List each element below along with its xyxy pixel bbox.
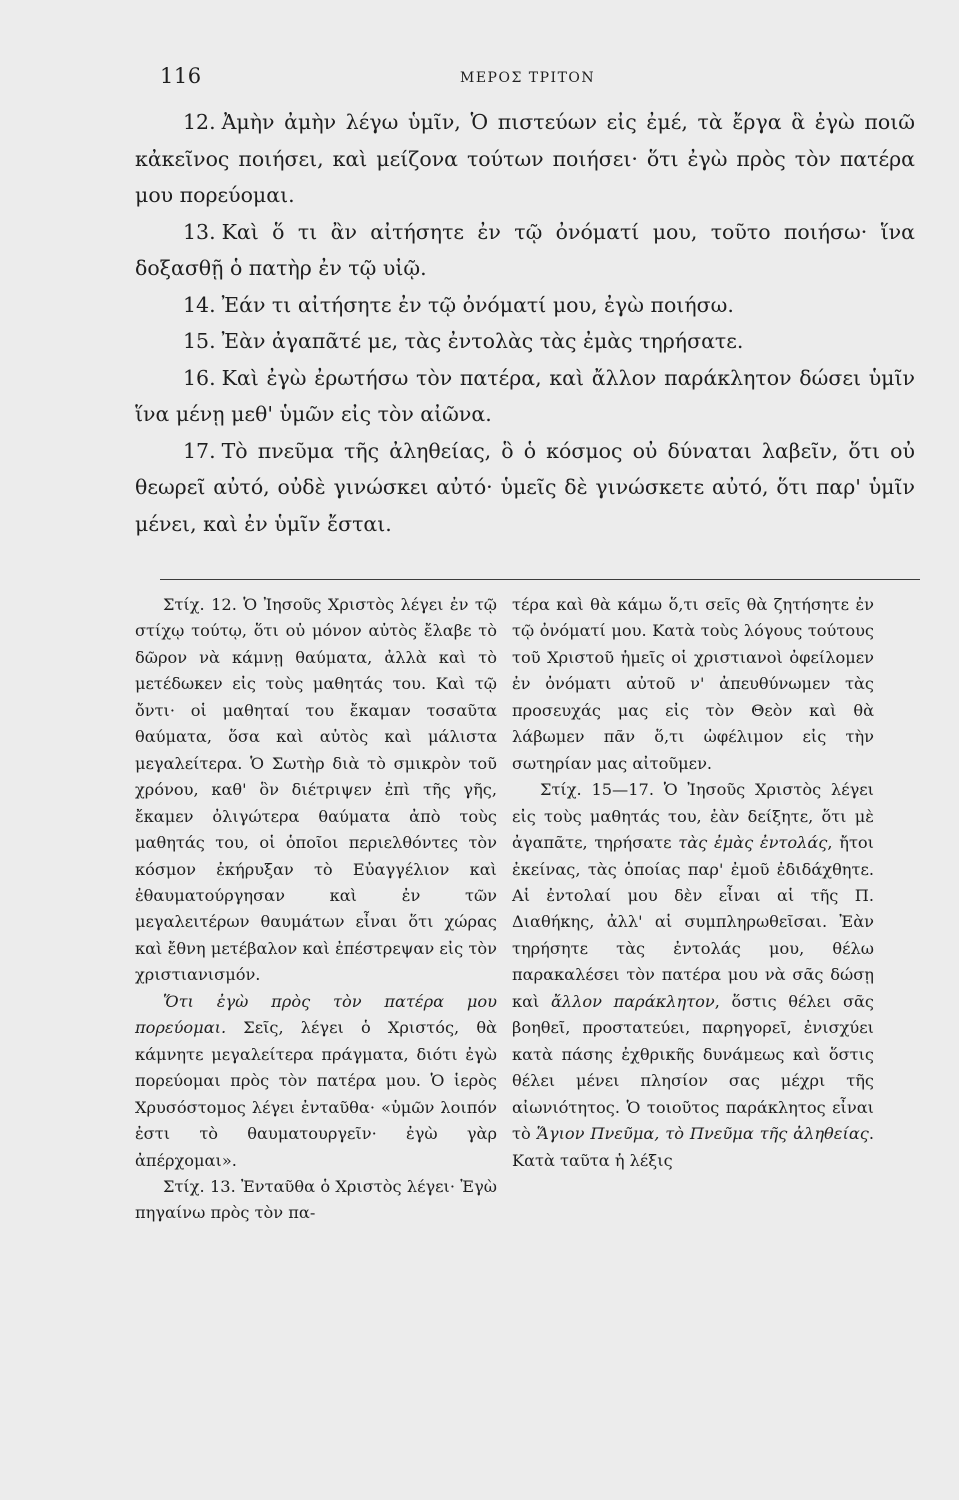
commentary-text: Σεῖς, λέγει ὁ Χριστός, θὰ κάμνητε μεγαλείτερα πράγματα, διότι ἐγὼ πορεύομαι πρὸς τὸν πατέρα μου. Ὁ ἱερὸς Χρυσόστομος λέγει ἐνταῦθα· «ὑμῶν λοιπόν ἐστι τὸ θαυματουργεῖν· ἐγὼ γὰρ ἀπέρχομαι». <box>135 1018 497 1170</box>
running-title: ΜΕΡΟΣ ΤΡΙΤΟΝ <box>460 70 596 86</box>
verse-12 <box>135 104 915 214</box>
verse-text: Ἐάν τι αἰτήσητε ἐν τῷ ὀνόματί μου, ἐγὼ ποιήσω. <box>221 292 734 317</box>
verse-text: Ἀμὴν ἀμὴν λέγω ὑμῖν, Ὁ πιστεύων εἰς ἐμέ, τὰ ἔργα ἃ ἐγὼ ποιῶ κἀκεῖνος ποιήσει, καὶ μείζονα τούτων ποιήσει· ὅτι ἐγὼ πρὸς τὸν πατέρα μου πορεύομαι. <box>135 110 915 207</box>
verse-17 <box>135 433 915 543</box>
quoted-phrase: Ὅτι ἐγὼ πρὸς τὸν πατέρα μου πορεύομαι. <box>135 991 497 1038</box>
verse-number: 17. <box>183 438 216 463</box>
commentary-text: , ἤτοι ἐκείνας, τὰς ὁποίας παρ' ἐμοῦ ἐδιδάχθητε. Αἱ ἐντολαί μου δὲν εἶναι αἱ τῆς Π. Διαθήκης, ἀλλ' αἱ συμπληρωθεῖσαι. Ἐὰν τηρήσητε τὰς ἐντολάς μου, θέλω παρακαλέσει τὸν πατέρα μου νὰ σᾶς δώσῃ καὶ <box>512 833 874 1011</box>
commentary-right-column <box>512 592 874 1174</box>
quoted-phrase: τὰς ἐμὰς ἐντολάς <box>678 833 828 853</box>
commentary-text: . Κατὰ ταῦτα ἡ λέξις <box>512 1124 874 1170</box>
verse-15 <box>135 323 915 360</box>
verse-number: 14. <box>183 292 216 317</box>
commentary-paragraph: τέρα καὶ θὰ κάμω ὅ,τι σεῖς θὰ ζητήσητε ἐν τῷ ὀνόματί μου. Κατὰ τοὺς λόγους τούτους τοῦ Χριστοῦ ἡμεῖς οἱ χριστιανοὶ ὀφείλομεν ἐν ὀνόματι αὐτοῦ ν' ἀπευθύνωμεν τὰς προσευχάς μας εἰς τὸν Θεὸν καὶ θὰ λάβωμεν πᾶν ὅ,τι ὠφέλιμον εἰς τὴν σωτηρίαν μας αἰτοῦμεν. <box>512 595 874 773</box>
commentary-paragraph: Στίχ. 12. Ὁ Ἰησοῦς Χριστὸς λέγει ἐν τῷ στίχῳ τούτῳ, ὅτι οὐ μόνον αὐτὸς ἔλαβε τὸ δῶρον νὰ κάμνῃ θαύματα, ἀλλὰ καὶ τὸ μετέδωκεν εἰς τοὺς μαθητάς του. Καὶ τῷ ὄντι· οἱ μαθηταί του ἔκαμαν τοσαῦτα θαύματα, ὅσα καὶ αὐτὸς καὶ μάλιστα μεγαλείτερα. Ὁ Σωτὴρ διὰ τὸ σμικρὸν τοῦ χρόνου, καθ' ὃν διέτριψεν ἐπὶ τῆς γῆς, ἔκαμεν ὀλιγώτερα θαύματα ἀπὸ τοὺς μαθητάς του, οἱ ὁποῖοι περιελθόντες τὸν κόσμον ἐκήρυξαν τὸ Εὐαγγέλιον καὶ ἐθαυματούργησαν καὶ ἐν τῶν μεγαλειτέρων θαυμάτων εἶναι ὅτι χώρας καὶ ἔθνη μετέβαλον καὶ ἐπέστρεψαν εἰς τὸν χριστιανισμόν. <box>135 595 497 985</box>
commentary-text: , ὅστις θέλει σᾶς βοηθεῖ, προστατεύει, παρηγορεῖ, ἐνισχύει κατὰ πάσης ἐχθρικῆς δυνάμεως καὶ ὅστις θέλει μένει πλησίον σας μέχρι τῆς αἰωνιότητος. Ὁ τοιοῦτος παράκλητος εἶναι τὸ <box>512 991 874 1144</box>
page-number: 116 <box>160 64 202 88</box>
verse-16 <box>135 360 915 433</box>
commentary-left-column <box>135 592 497 1227</box>
verse-13 <box>135 214 915 287</box>
commentary-paragraph <box>135 989 497 1174</box>
quoted-phrase: Ἅγιον Πνεῦμα, τὸ Πνεῦμα τῆς ἀληθείας <box>536 1124 869 1144</box>
quoted-phrase: ἄλλον παράκλητον <box>550 991 715 1011</box>
verse-text: Ἐὰν ἀγαπᾶτέ με, τὰς ἐντολὰς τὰς ἐμὰς τηρήσατε. <box>221 329 744 353</box>
verse-text: Τὸ πνεῦμα τῆς ἀληθείας, ὃ ὁ κόσμος οὐ δύναται λαβεῖν, ὅτι οὐ θεωρεῖ αὐτό, οὐδὲ γινώσκει αὐτό· ὑμεῖς δὲ γινώσκετε αὐτό, ὅτι παρ' ὑμῖν μένει, καὶ ἐν ὑμῖν ἔσται. <box>135 438 915 536</box>
section-divider <box>160 579 920 580</box>
verse-number: 13. <box>183 219 216 244</box>
commentary-paragraph: Στίχ. 13. Ἐνταῦθα ὁ Χριστὸς λέγει· Ἐγὼ πηγαίνω πρὸς τὸν πα- <box>135 1176 497 1223</box>
verse-number: 16. <box>183 365 216 390</box>
page-header <box>160 64 920 94</box>
verse-14 <box>135 287 915 324</box>
commentary-text: Στίχ. 15—17. Ὁ Ἰησοῦς Χριστὸς λέγει εἰς τοὺς μαθητάς του, ἐὰν δείξητε, ὅτι μὲ ἀγαπᾶτε, τηρήσατε <box>512 780 874 853</box>
verse-text: Καὶ ὅ τι ἂν αἰτήσητε ἐν τῷ ὀνόματί μου, τοῦτο ποιήσω· ἵνα δοξασθῇ ὁ πατὴρ ἐν τῷ υἱῷ. <box>135 219 915 280</box>
verse-number: 15. <box>183 329 216 353</box>
verse-number: 12. <box>183 110 216 134</box>
verse-text: Καὶ ἐγὼ ἐρωτήσω τὸν πατέρα, καὶ ἄλλον παράκλητον δώσει ὑμῖν ἵνα μένῃ μεθ' ὑμῶν εἰς τὸν αἰῶνα. <box>135 365 915 426</box>
scripture-verses <box>135 104 915 542</box>
commentary-paragraph <box>512 777 874 1174</box>
